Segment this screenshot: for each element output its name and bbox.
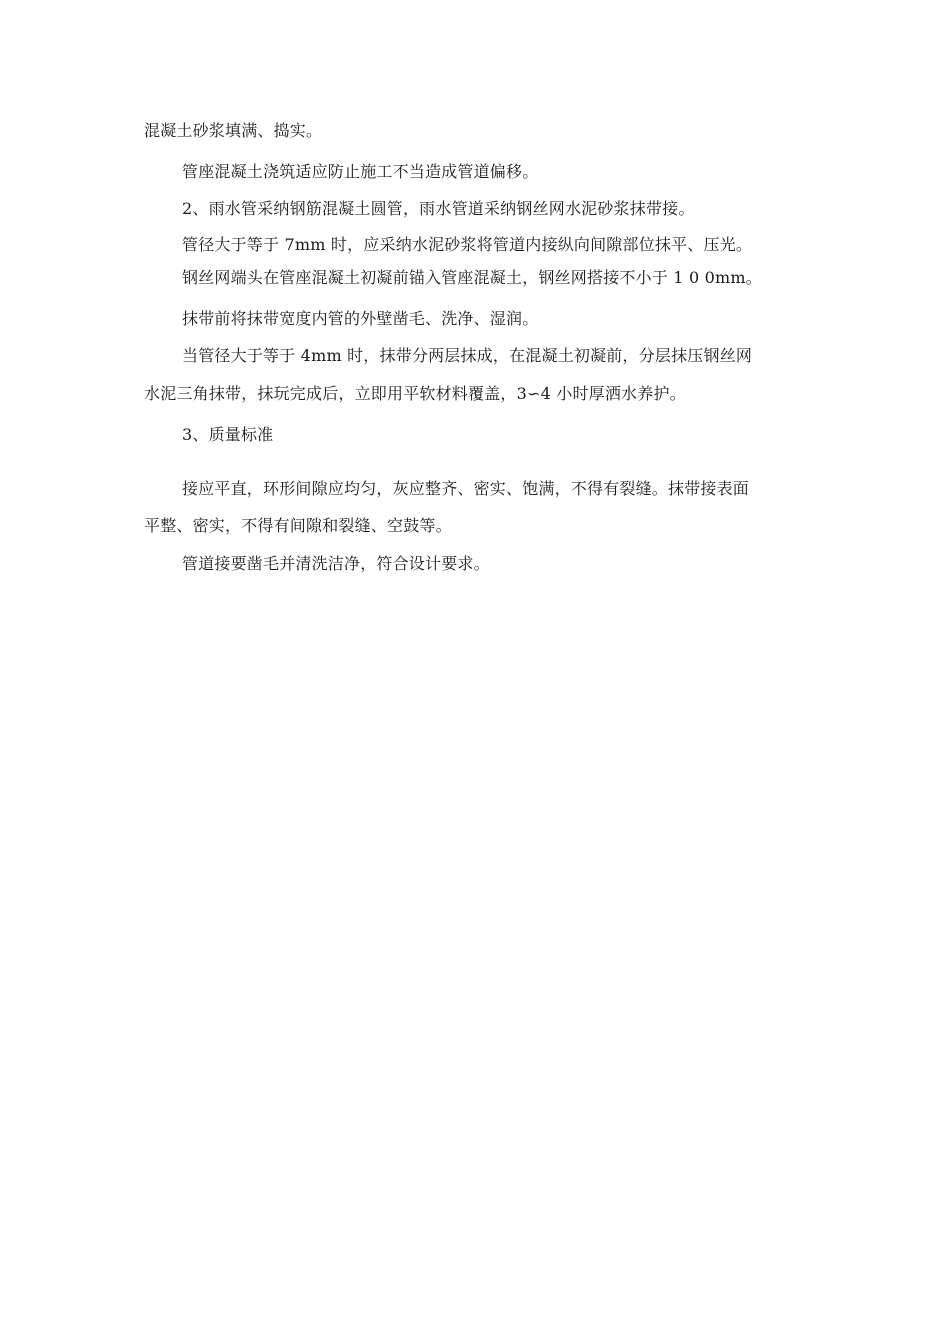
paragraph-line-5: 钢丝网端头在管座混凝土初凝前锚入管座混凝土，钢丝网搭接不小于 1 0 0mm。 [182,268,762,287]
paragraph-line-4: 管径大于等于 7mm 时，应采纳水泥砂浆将管道内接纵向间隙部位抹平、压光。 [182,235,753,254]
paragraph-line-1: 混凝土砂浆填满、捣实。 [144,121,323,140]
section-heading-3: 3、质量标准 [182,425,274,444]
section-heading-2: 2、雨水管采纳钢筋混凝土圆管，雨水管道采纳钢丝网水泥砂浆抹带接。 [182,199,695,218]
paragraph-line-10: 接应平直，环形间隙应均匀，灰应整齐、密实、饱满，不得有裂缝。抹带接表面 [182,479,750,498]
paragraph-line-7: 当管径大于等于 4mm 时，抹带分两层抹成，在混凝土初凝前，分层抹压钢丝网 [182,346,753,365]
paragraph-line-11: 平整、密实，不得有间隙和裂缝、空鼓等。 [144,516,452,535]
paragraph-line-12: 管道接要凿毛并清洗洁净，符合设计要求。 [182,554,490,573]
paragraph-line-8: 水泥三角抹带，抹玩完成后，立即用平软材料覆盖，3∽4 小时厚洒水养护。 [144,384,686,403]
paragraph-line-2: 管座混凝土浇筑适应防止施工不当造成管道偏移。 [182,162,539,181]
paragraph-line-6: 抹带前将抹带宽度内管的外壁凿毛、洗净、湿润。 [182,309,539,328]
